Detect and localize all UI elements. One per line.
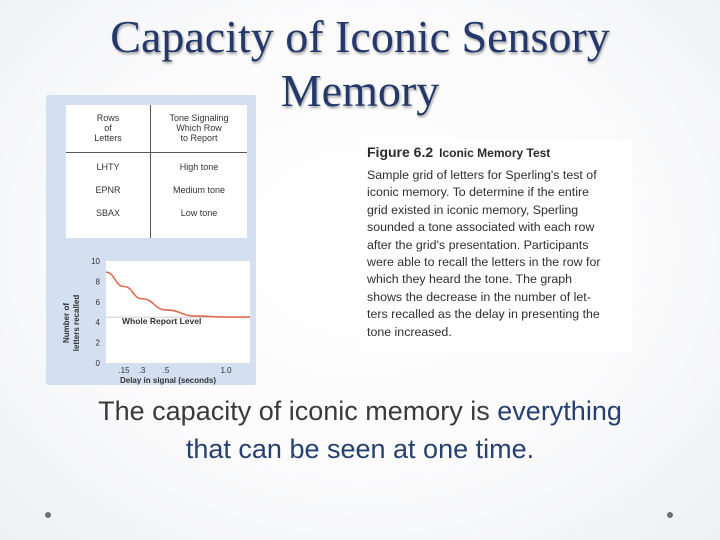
figure-text-line: shows the decrease in the number of let- — [367, 289, 591, 304]
figure-image-panel — [46, 95, 256, 385]
figure-text-line: sounded a tone associated with each row — [367, 220, 595, 235]
x-tick-label: .15 — [118, 366, 130, 375]
caption-text: The capacity of iconic memory is — [98, 396, 498, 426]
figure-text-line: after the grid's presentation. Participants — [367, 237, 589, 252]
y-tick-label: 4 — [95, 318, 100, 328]
figure-number: Figure 6.2 — [367, 144, 434, 160]
table-header-tone — [151, 113, 247, 143]
header-text: Rows — [96, 113, 120, 123]
table-cell-letters: LHTY — [96, 162, 120, 172]
chart-svg — [46, 245, 256, 385]
y-tick-label: 0 — [95, 359, 100, 368]
slide-caption — [20, 392, 700, 468]
figure-name: Iconic Memory Test — [439, 146, 551, 160]
table-cell-tone: Low tone — [180, 208, 218, 218]
y-axis-label-line1: Number of — [62, 303, 71, 343]
figure-text-line: ters recalled as the delay in presenting the — [367, 307, 600, 322]
table-cell-letters: EPNR — [95, 185, 121, 195]
header-text: to Report — [180, 133, 218, 143]
footer-dot-left — [45, 512, 51, 518]
y-tick-label: 2 — [95, 338, 100, 348]
header-text: Tone Signaling — [169, 113, 229, 123]
y-tick-label: 8 — [95, 277, 100, 287]
caption-highlight: everything — [497, 396, 622, 426]
figure-text-line: which they heard the tone. The graph — [367, 272, 573, 287]
figure-text-line: grid existed in iconic memory, Sperling — [367, 202, 579, 217]
y-tick-label: 6 — [95, 297, 100, 307]
table-header-rows — [66, 113, 150, 143]
letter-grid-table — [66, 105, 247, 238]
figure-text-line: Sample grid of letters for Sperling's test of — [367, 168, 597, 182]
table-cell-tone: High tone — [179, 162, 219, 172]
figure-caption-panel — [360, 140, 632, 352]
x-tick-label: .3 — [138, 366, 146, 375]
caption-line-2: that can be seen at one time. — [185, 434, 535, 464]
figure-text-line: iconic memory. To determine if the entire — [367, 185, 589, 200]
header-text: Which Row — [176, 123, 222, 133]
title-line-1: Capacity of Iconic Sensory — [110, 11, 610, 62]
caption-line-1 — [20, 392, 700, 430]
x-axis-label: Delay in signal (seconds) — [119, 376, 217, 385]
figure-text-line: tone increased. — [367, 324, 452, 339]
x-tick-label: 1.0 — [220, 366, 232, 375]
header-text: of — [104, 123, 112, 133]
figure-description — [367, 167, 632, 341]
figure-text-line: were able to recall the letters in the row for — [367, 255, 601, 270]
recall-curve — [106, 272, 250, 317]
y-tick-label: 10 — [91, 257, 100, 266]
x-tick-label: .5 — [162, 366, 170, 375]
table-cell-tone: Medium tone — [172, 185, 226, 195]
y-axis-label-line2: letters recalled — [72, 294, 81, 352]
figure-heading — [367, 144, 550, 160]
title-line-2: Memory — [280, 65, 440, 116]
whole-report-annotation: Whole Report Level — [122, 316, 202, 326]
recall-chart — [46, 245, 256, 385]
header-text: Letters — [94, 133, 122, 143]
footer-dot-right — [667, 512, 673, 518]
table-cell-letters: SBAX — [95, 208, 120, 218]
table-divider-horizontal — [66, 152, 247, 153]
